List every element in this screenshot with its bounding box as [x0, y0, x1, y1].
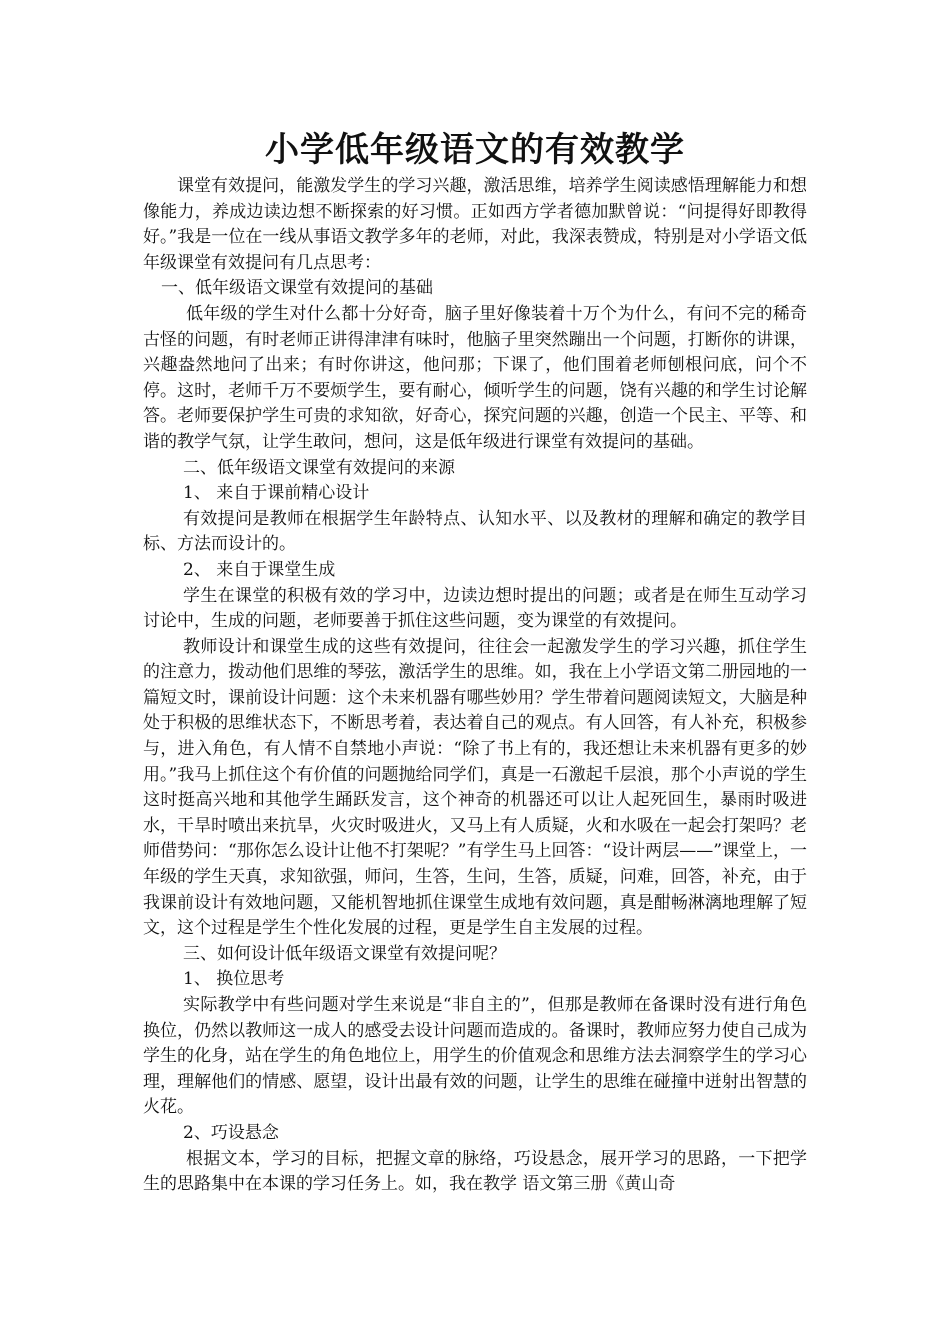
paragraph: 学生在课堂的积极有效的学习中，边读边想时提出的问题；或者是在师生互动学习讨论中，生成的问题，老师要善于抓住这些问题，变为课堂的有效提问。: [143, 585, 807, 632]
subsection-heading: 1、 来自于课前精心设计: [183, 483, 370, 504]
document-body: [143, 174, 807, 1198]
paragraph: 有效提问是教师在根据学生年龄特点、认知水平、以及教材的理解和确定的教学目标、方法而设计的。: [143, 508, 807, 555]
section-heading: 二、低年级语文课堂有效提问的来源: [183, 457, 455, 478]
paragraph: 实际教学中有些问题对学生来说是“非自主的”，但那是教师在备课时没有进行角色换位，仍然以教师这一成人的感受去设计问题而造成的。备课时，教师应努力使自己成为学生的化身，站在学生的角色地位上，用学生的价值观念和思维方法去洞察学生的学习心理，理解他们的情感、愿望，设计出最有效的问题，让学生的思维在碰撞中迸射出智慧的火花。: [143, 995, 807, 1118]
paragraph: 教师设计和课堂生成的这些有效提问，往往会一起激发学生的学习兴趣，抓住学生的注意力，拨动他们思维的琴弦，激活学生的思维。如，我在上小学语文第二册园地的一篇短文时，课前设计问题：这个未来机器有哪些妙用？学生带着问题阅读短文，大脑是种处于积极的思维状态下，不断思考着，表达着自己的观点。有人回答，有人补充，积极参与，进入角色，有人情不自禁地小声说：“除了书上有的，我还想让未来机器有更多的妙用。”我马上抓住这个有价值的问题抛给同学们，真是一石激起千层浪，那个小声说的学生这时挺高兴地和其他学生踊跃发言，这个神奇的机器还可以让人起死回生，暴雨时吸进水，干旱时喷出来抗旱，火灾时吸进火，又马上有人质疑，火和水吸在一起会打架吗？老师借势问：“那你怎么设计让他不打架呢？”有学生马上回答：“设计两层——”课堂上，一年级的学生天真，求知欲强，师问，生答，生问，生答，质疑，问难，回答，补充，由于我课前设计有效地问题，又能机智地抓住课堂生成地有效问题，真是酣畅淋漓地理解了短文，这个过程是学生个性化发展的过程，更是学生自主发展的过程。: [143, 636, 807, 939]
subsection-heading: 2、巧设悬念: [183, 1122, 279, 1143]
subsection-heading: 2、 来自于课堂生成: [183, 559, 336, 580]
paragraph: 课堂有效提问，能激发学生的学习兴趣，激活思维，培养学生阅读感悟理解能力和想像能力，养成边读边想不断探索的好习惯。正如西方学者德加默曾说：“问提得好即教得好。”我是一位在一线从事语文教学多年的老师，对此，我深表赞成，特别是对小学语文低年级课堂有效提问有几点思考：: [143, 176, 807, 273]
section-heading: 一、低年级语文课堂有效提问的基础: [161, 278, 433, 299]
paragraph: 低年级的学生对什么都十分好奇，脑子里好像装着十万个为什么，有问不完的稀奇古怪的问题，有时老师正讲得津津有味时，他脑子里突然蹦出一个问题，打断你的讲课，兴趣盎然地问了出来；有时你讲这，他问那；下课了，他们围着老师刨根问底，问个不停。这时，老师千万不要烦学生，要有耐心，倾听学生的问题，饶有兴趣的和学生讨论解答。老师要保护学生可贵的求知欲，好奇心，探究问题的兴趣，创造一个民主、平等、和谐的教学气氛，让学生敢问，想问，这是低年级进行课堂有效提问的基础。: [143, 303, 807, 452]
subsection-heading: 1、 换位思考: [183, 969, 285, 990]
section-heading: 三、如何设计低年级语文课堂有效提问呢？: [183, 943, 506, 964]
paragraph: 根据文本，学习的目标，把握文章的脉络，巧设悬念，展开学习的思路，一下把学生的思路集中在本课的学习任务上。如，我在教学 语文第三册《黄山奇: [143, 1148, 807, 1195]
document-title: 小学低年级语文的有效教学: [265, 130, 685, 170]
